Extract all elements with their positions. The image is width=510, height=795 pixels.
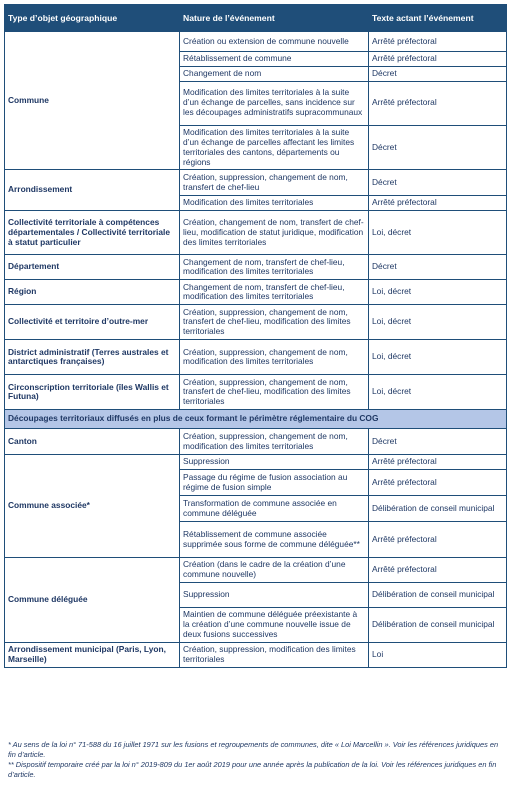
object-type-cell: Commune déléguée — [5, 558, 180, 643]
object-type-cell: Canton — [5, 429, 180, 455]
nature-cell: Création, suppression, changement de nom, modification des limites territoriales — [180, 340, 369, 375]
texte-cell: Arrêté préfectoral — [369, 81, 507, 125]
nature-cell: Création, suppression, changement de nom, transfert de chef-lieu, modification des limites territoriales — [180, 305, 369, 340]
nature-cell: Passage du régime de fusion association au régime de fusion simple — [180, 470, 369, 496]
header-type: Type d’objet géographique — [5, 5, 180, 32]
footnote-1: * Au sens de la loi n° 71-588 du 16 juillet 1971 sur les fusions et regroupements de communes, dite « Loi Marcellin ». Voir les références juridiques en fin d’article. — [8, 740, 499, 759]
table-row — [5, 170, 507, 196]
nature-cell: Création, suppression, changement de nom, transfert de chef-lieu, modification des limites territoriales — [180, 375, 369, 410]
table-row — [5, 429, 507, 455]
texte-cell: Loi — [369, 643, 507, 668]
texte-cell: Arrêté préfectoral — [369, 52, 507, 67]
header-nature: Nature de l’événement — [180, 5, 369, 32]
nature-cell: Suppression — [180, 455, 369, 470]
header-texte: Texte actant l’événement — [369, 5, 507, 32]
nature-cell: Rétablissement de commune associée supprimée sous forme de commune déléguée** — [180, 522, 369, 558]
footnote-2: ** Dispositif temporaire créé par la loi n° 2019-809 du 1er août 2019 pour une année après la publication de la loi. Voir les références juridiques en fin d’article. — [8, 760, 497, 779]
table-row — [5, 558, 507, 583]
table-row — [5, 255, 507, 280]
texte-cell: Loi, décret — [369, 211, 507, 255]
nature-cell: Création, suppression, changement de nom, transfert de chef-lieu — [180, 170, 369, 196]
texte-cell: Délibération de conseil municipal — [369, 496, 507, 522]
texte-cell: Arrêté préfectoral — [369, 558, 507, 583]
object-type-cell: Commune — [5, 32, 180, 170]
object-type-cell: Circonscription territoriale (îles Wallis et Futuna) — [5, 375, 180, 410]
table-row — [5, 305, 507, 340]
nature-cell: Modification des limites territoriales — [180, 196, 369, 211]
table-row — [5, 455, 507, 470]
nature-cell: Modification des limites territoriales à la suite d’un échange de parcelles, sans incidence sur les découpages administratifs supracommunaux — [180, 81, 369, 125]
texte-cell: Arrêté préfectoral — [369, 522, 507, 558]
footnotes — [8, 740, 502, 781]
object-type-cell: District administratif (Terres australes et antarctiques françaises) — [5, 340, 180, 375]
nature-cell: Création, changement de nom, transfert de chef-lieu, modification de statut juridique, modification des limites territoriales — [180, 211, 369, 255]
nature-cell: Modification des limites territoriales à la suite d’un échange de parcelles affectant les limites territoriales des cantons, départements ou régions — [180, 125, 369, 170]
table-row — [5, 211, 507, 255]
texte-cell: Loi, décret — [369, 305, 507, 340]
texte-cell: Arrêté préfectoral — [369, 32, 507, 52]
object-type-cell: Collectivité territoriale à compétences départementales / Collectivité territoriale à statut particulier — [5, 211, 180, 255]
section-title: Découpages territoriaux diffusés en plus de ceux formant le périmètre réglementaire du COG — [5, 410, 507, 429]
texte-cell: Loi, décret — [369, 280, 507, 305]
nature-cell: Changement de nom — [180, 66, 369, 81]
texte-cell: Décret — [369, 125, 507, 170]
object-type-cell: Arrondissement municipal (Paris, Lyon, Marseille) — [5, 643, 180, 668]
table-row — [5, 32, 507, 52]
nature-cell: Changement de nom, transfert de chef-lieu, modification des limites territoriales — [180, 280, 369, 305]
texte-cell: Délibération de conseil municipal — [369, 608, 507, 643]
object-type-cell: Collectivité et territoire d’outre-mer — [5, 305, 180, 340]
texte-cell: Décret — [369, 66, 507, 81]
nature-cell: Création, suppression, modification des limites territoriales — [180, 643, 369, 668]
nature-cell: Création, suppression, changement de nom, modification des limites territoriales — [180, 429, 369, 455]
texte-cell: Délibération de conseil municipal — [369, 583, 507, 608]
nature-cell: Suppression — [180, 583, 369, 608]
nature-cell: Changement de nom, transfert de chef-lieu, modification des limites territoriales — [180, 255, 369, 280]
texte-cell: Arrêté préfectoral — [369, 470, 507, 496]
table-row — [5, 643, 507, 668]
object-type-cell: Arrondissement — [5, 170, 180, 211]
nature-cell: Maintien de commune déléguée préexistante à la création d’une commune nouvelle issue de deux fusions successives — [180, 608, 369, 643]
event-table — [4, 4, 507, 668]
table-row — [5, 280, 507, 305]
texte-cell: Arrêté préfectoral — [369, 455, 507, 470]
nature-cell: Création ou extension de commune nouvelle — [180, 32, 369, 52]
texte-cell: Décret — [369, 429, 507, 455]
object-type-cell: Commune associée* — [5, 455, 180, 558]
object-type-cell: Région — [5, 280, 180, 305]
texte-cell: Décret — [369, 255, 507, 280]
texte-cell: Décret — [369, 170, 507, 196]
object-type-cell: Département — [5, 255, 180, 280]
nature-cell: Création (dans le cadre de la création d’une commune nouvelle) — [180, 558, 369, 583]
texte-cell: Loi, décret — [369, 375, 507, 410]
section-row — [5, 410, 507, 429]
texte-cell: Loi, décret — [369, 340, 507, 375]
nature-cell: Transformation de commune associée en commune déléguée — [180, 496, 369, 522]
texte-cell: Arrêté préfectoral — [369, 196, 507, 211]
table-row — [5, 375, 507, 410]
table-header-row — [5, 5, 507, 32]
nature-cell: Rétablissement de commune — [180, 52, 369, 67]
table-row — [5, 340, 507, 375]
